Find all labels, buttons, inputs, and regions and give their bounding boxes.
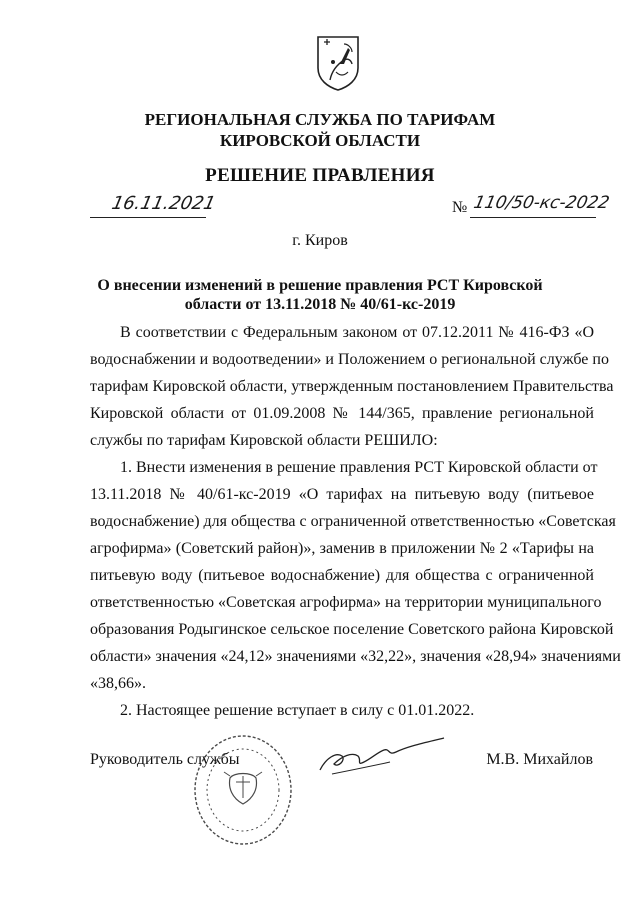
number-label: № [452, 199, 468, 216]
document-title: РЕШЕНИЕ ПРАВЛЕНИЯ [205, 165, 435, 186]
body-line: 1. Внести изменения в решение правления РСТ Кировской области от [120, 459, 598, 476]
body-line: службы по тарифам Кировской области РЕШИЛО: [90, 432, 438, 449]
signatory-position: Руководитель службы [90, 751, 240, 768]
official-stamp-icon [190, 728, 296, 858]
body-line: «38,66». [90, 675, 146, 692]
coat-of-arms-icon [314, 34, 362, 92]
body-line: водоснабжение) для общества с ограниченной ответственностью «Советская [90, 513, 616, 530]
number-handwritten: 110/50-кс-2022 [471, 193, 612, 213]
body-line: области» значения «24,12» значениями «32,22», значения «28,94» значениями [90, 648, 621, 665]
body-line: 2. Настоящее решение вступает в силу с 01.01.2022. [120, 702, 475, 719]
date-handwritten: 16.11.2021 [109, 193, 218, 214]
organization-name-line2: КИРОВСКОЙ ОБЛАСТИ [219, 131, 421, 150]
body-line: образования Родыгинское сельское поселение Советского района Кировской [90, 621, 614, 638]
body-line: тарифам Кировской области, утвержденным постановлением Правительства [90, 378, 614, 395]
body-line: водоснабжении и водоотведении» и Положением о региональной службе по [90, 351, 609, 368]
subject-line1: О внесении изменений в решение правления РСТ Кировской [97, 277, 543, 294]
body-line: В соответствии с Федеральным законом от 07.12.2011 № 416-ФЗ «О [120, 324, 594, 341]
subject-line2: области от 13.11.2018 № 40/61-кс-2019 [184, 296, 456, 313]
body-line: питьевую воду (питьевое водоснабжение) для общества с ограниченной [90, 567, 594, 584]
body-line: Кировской области от 01.09.2008 № 144/365, правление региональной [90, 405, 594, 422]
body-line: ответственностью «Советская агрофирма» на территории муниципального [90, 594, 602, 611]
body-line: агрофирма» (Советский район)», заменив в приложении № 2 «Тарифы на [90, 540, 594, 557]
signatory-name: М.В. Михайлов [486, 751, 593, 768]
body-line: 13.11.2018 № 40/61-кс-2019 «О тарифах на питьевую воду (питьевое [90, 486, 594, 503]
organization-name-line1: РЕГИОНАЛЬНАЯ СЛУЖБА ПО ТАРИФАМ [144, 110, 496, 129]
handwritten-signature-icon [312, 734, 448, 782]
city: г. Киров [292, 232, 348, 249]
